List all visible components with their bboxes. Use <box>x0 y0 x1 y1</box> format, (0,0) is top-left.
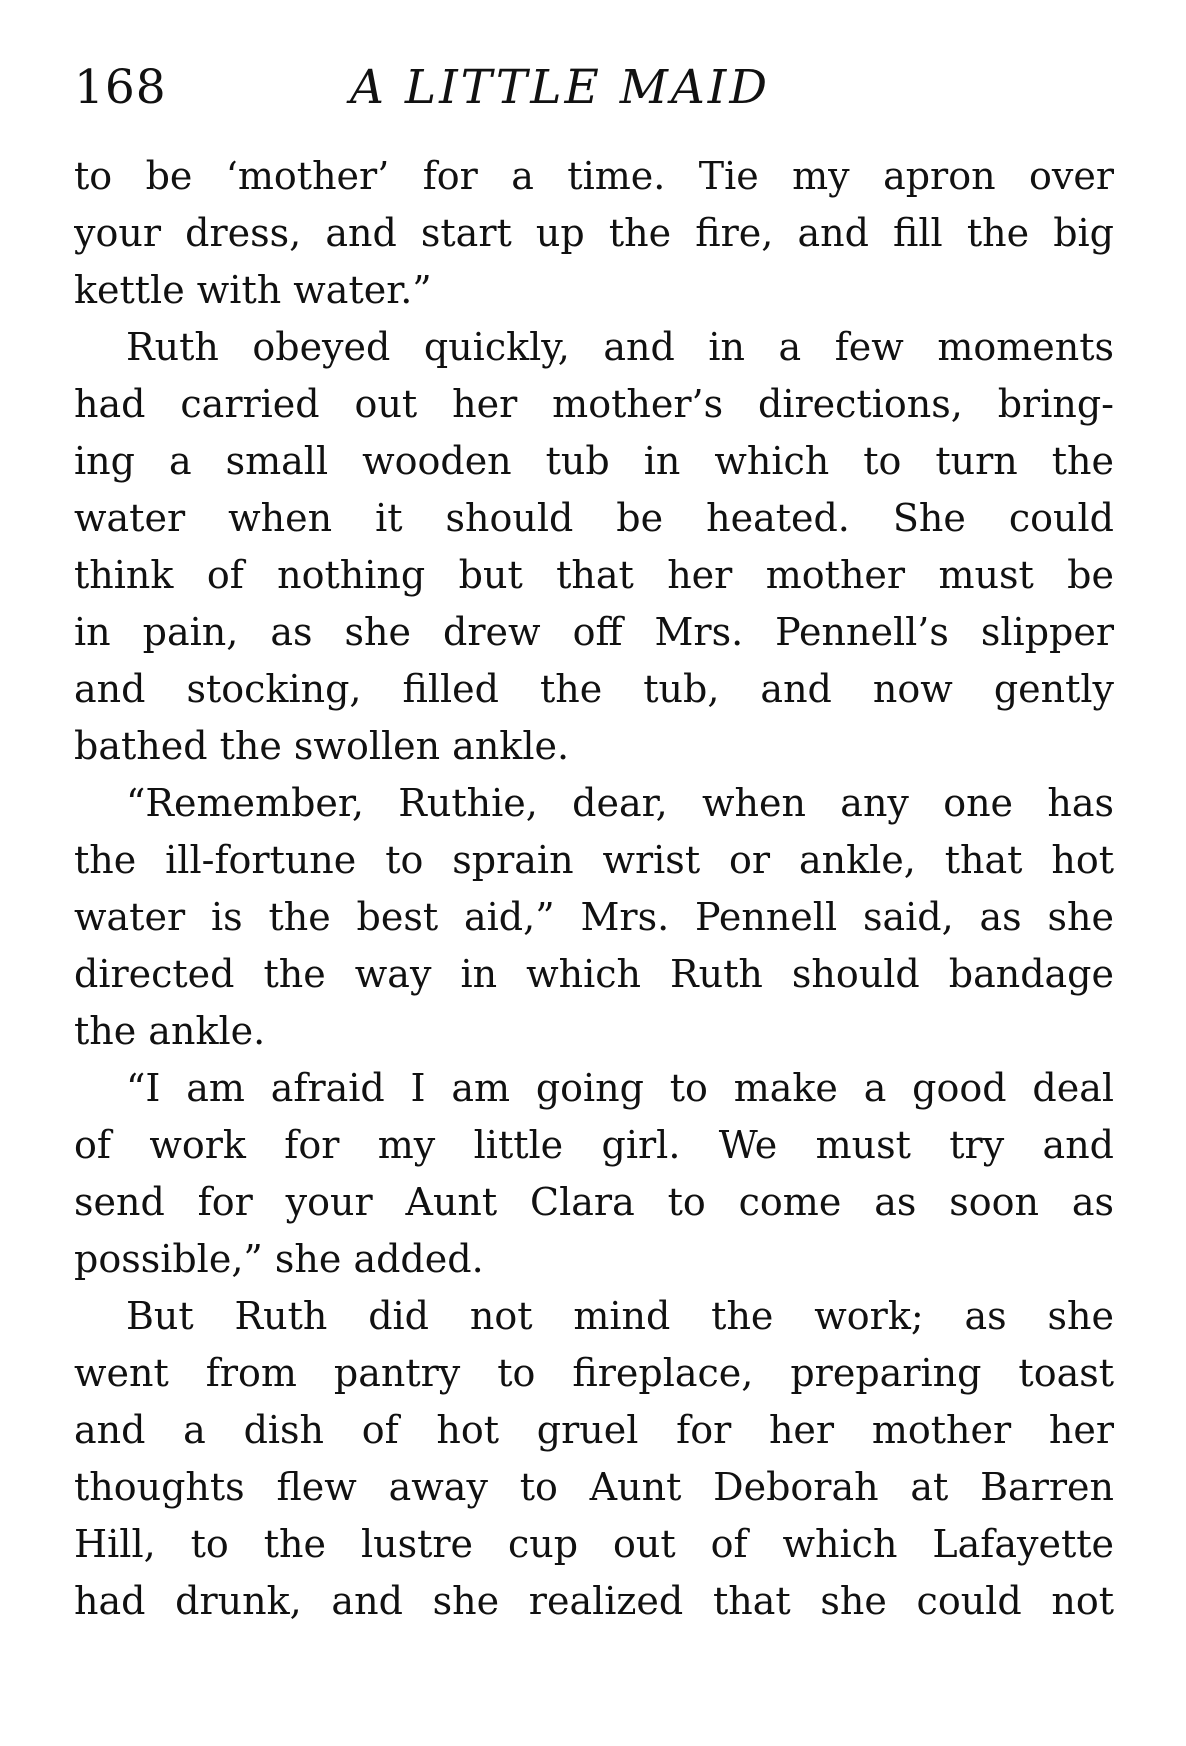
text-line: water is the best aid,” Mrs. Pennell said, as she <box>74 895 1114 939</box>
text-line: thoughts flew away to Aunt Deborah at Barren <box>74 1465 1114 1509</box>
text-line: and stocking, filled the tub, and now gently <box>74 667 1114 711</box>
text-line: the ill-fortune to sprain wrist or ankle, that hot <box>74 838 1114 882</box>
body-text <box>74 148 1114 1630</box>
running-title: A LITTLE MAID <box>350 60 771 115</box>
text-line: water when it should be heated. She could <box>74 496 1114 540</box>
text-line: “Remember, Ruthie, dear, when any one has <box>126 781 1114 825</box>
text-line: of work for my little girl. We must try and <box>74 1123 1114 1167</box>
text-line: But Ruth did not mind the work; as she <box>126 1294 1114 1338</box>
text-line: had carried out her mother’s directions, bring- <box>74 382 1114 426</box>
text-line: your dress, and start up the fire, and fill the big <box>74 211 1114 255</box>
text-line: went from pantry to fireplace, preparing toast <box>74 1351 1114 1395</box>
text-line: in pain, as she drew off Mrs. Pennell’s slipper <box>74 610 1114 654</box>
text-line: send for your Aunt Clara to come as soon as <box>74 1180 1114 1224</box>
text-line: the ankle. <box>74 1009 266 1053</box>
text-line: Ruth obeyed quickly, and in a few moments <box>126 325 1114 369</box>
page-header <box>74 58 1114 128</box>
text-line: to be ‘mother’ for a time. Tie my apron over <box>74 154 1114 198</box>
text-line: bathed the swollen ankle. <box>74 724 570 768</box>
text-line: ing a small wooden tub in which to turn the <box>74 439 1114 483</box>
text-line: and a dish of hot gruel for her mother her <box>74 1408 1114 1452</box>
text-line: kettle with water.” <box>74 268 432 312</box>
text-line: “I am afraid I am going to make a good deal <box>126 1066 1114 1110</box>
text-line: had drunk, and she realized that she could not <box>74 1579 1114 1623</box>
text-line: possible,” she added. <box>74 1237 484 1281</box>
page-number: 168 <box>74 60 167 115</box>
text-line: Hill, to the lustre cup out of which Lafayette <box>74 1522 1114 1566</box>
text-line: think of nothing but that her mother must be <box>74 553 1114 597</box>
text-line: directed the way in which Ruth should bandage <box>74 952 1114 996</box>
